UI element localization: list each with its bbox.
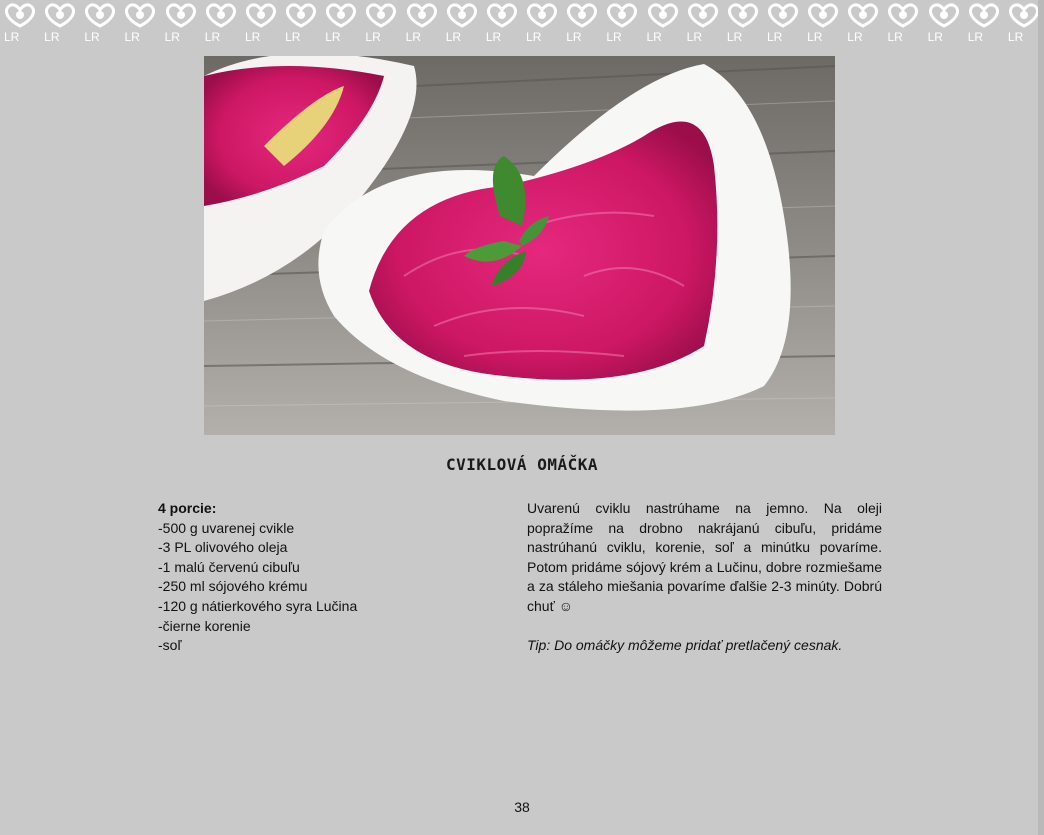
recipe-method (527, 499, 882, 656)
lr-logo-text: LR (84, 30, 100, 44)
lr-logo-text: LR (244, 30, 261, 44)
lr-logo-text: LR (44, 30, 60, 44)
tip-text: Tip: Do omáčky môžeme pridať pretlačený cesnak. (527, 637, 843, 654)
lr-logo-icon (163, 0, 199, 50)
lr-logo-text: LR (325, 30, 341, 44)
lr-logo-icon (966, 0, 1002, 50)
lr-logo-icon (685, 0, 721, 50)
recipe-photo (204, 56, 835, 435)
lr-logo-icon (725, 0, 761, 50)
lr-logo-icon (926, 0, 962, 50)
lr-logo-icon (42, 0, 78, 50)
lr-logo-text: LR (1007, 30, 1024, 44)
ingredient-item: -čierne korenie (158, 617, 251, 634)
page-number: 38 (514, 799, 530, 815)
lr-logo-icon (203, 0, 239, 50)
lr-logo-text: LR (566, 30, 582, 44)
lr-logo-icon (283, 0, 319, 50)
lr-logo-icon (363, 0, 399, 50)
lr-logo-text: LR (927, 30, 943, 44)
lr-logo-icon (484, 0, 520, 50)
lr-logo-icon (243, 0, 279, 50)
lr-logo-text: LR (164, 30, 180, 44)
lr-logo-icon (2, 0, 38, 50)
lr-logo-text: LR (646, 30, 662, 44)
lr-logo-text: LR (726, 30, 743, 44)
decorative-banner (0, 0, 1044, 50)
lr-logo-icon (444, 0, 480, 50)
lr-logo-icon (805, 0, 841, 50)
ingredient-item: -1 malú červenú cibuľu (158, 558, 300, 575)
lr-logo-text: LR (887, 30, 903, 44)
lr-logo-text: LR (445, 30, 462, 44)
ingredient-item: -250 ml sójového krému (158, 578, 308, 595)
lr-logo-text: LR (967, 30, 984, 44)
lr-logo-text: LR (807, 30, 823, 44)
lr-logo-text: LR (204, 30, 221, 44)
lr-logo-icon (645, 0, 681, 50)
ingredient-item: -soľ (158, 637, 182, 654)
lr-logo-icon (323, 0, 359, 50)
ingredient-item: -500 g uvarenej cvikle (158, 519, 295, 536)
lr-logo-icon (122, 0, 158, 50)
lr-logo-text: LR (686, 30, 702, 44)
lr-logo-icon (765, 0, 801, 50)
recipe-title: CVIKLOVÁ OMÁČKA (446, 455, 598, 474)
lr-logo-text: LR (485, 30, 502, 44)
lr-logo-icon (404, 0, 440, 50)
method-text: Uvarenú cviklu nastrúhame na jemno. Na oleji popražíme na drobno nakrájanú cibuľu, pridáme nastrúhanú cviklu, korenie, soľ a minútku povaríme. Potom pridáme sójový krém a Lučinu, dobre rozmiešame a za stáleho miešania povaríme ďalšie 2-3 minúty. Dobrú chuť ☺ (527, 500, 882, 614)
lr-logo-text: LR (606, 30, 622, 44)
ingredients-list (158, 499, 488, 656)
beet-sauce-image (204, 56, 835, 435)
lr-logo-text: LR (526, 30, 542, 44)
lr-logo-icon (564, 0, 600, 50)
lr-logo-icon (845, 0, 881, 50)
lr-logo-icon (524, 0, 560, 50)
lr-logo-text: LR (405, 30, 421, 44)
lr-logo-text: LR (766, 30, 783, 44)
lr-logo-icon (1006, 0, 1042, 50)
lr-logo-icon (885, 0, 921, 50)
ingredient-item: -120 g nátierkového syra Lučina (158, 597, 358, 614)
lr-logo-text: LR (4, 30, 20, 44)
lr-logo-text: LR (285, 30, 301, 44)
lr-logo-icon (82, 0, 118, 50)
lr-logo-icon (604, 0, 640, 50)
ingredient-item: -3 PL olivového oleja (158, 539, 288, 556)
lr-logo-text: LR (365, 30, 381, 44)
scrollbar[interactable] (1038, 0, 1044, 835)
servings-heading: 4 porcie: (158, 500, 217, 516)
lr-logo-text: LR (847, 30, 863, 44)
lr-logo-text: LR (124, 30, 140, 44)
